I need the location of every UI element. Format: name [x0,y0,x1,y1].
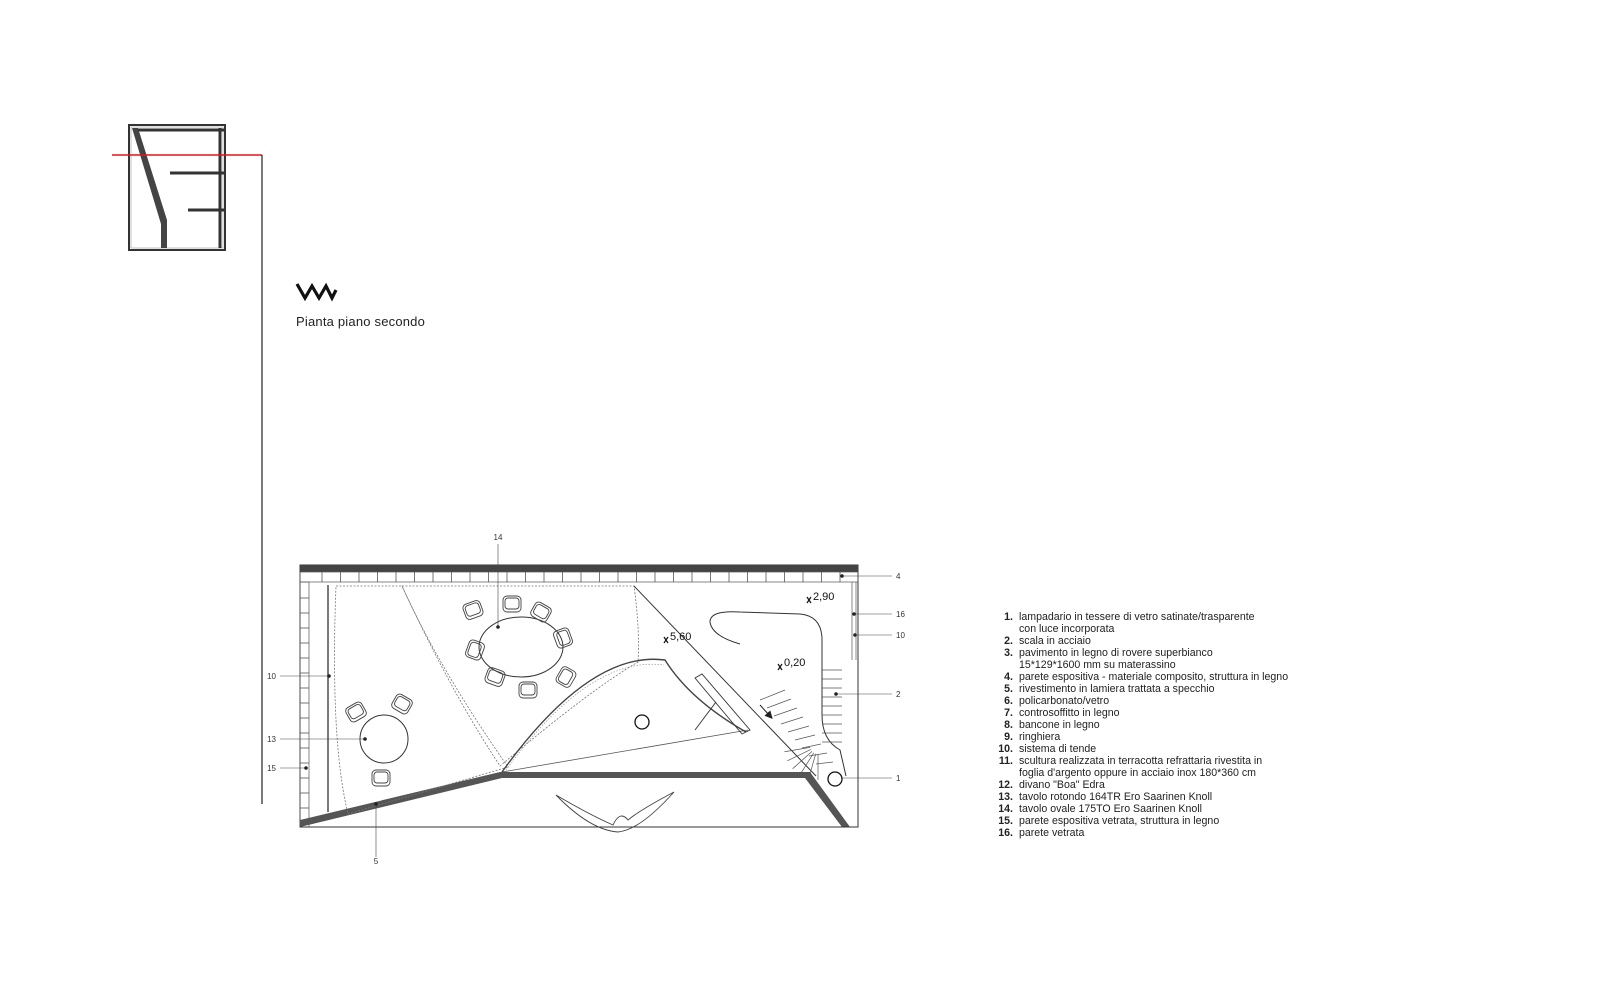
legend-number: 15. [998,815,1013,827]
legend-item [996,803,1316,815]
plan-label: 2 [896,690,901,699]
legend-item [996,647,1316,671]
legend-text: policarbonato/vetro [1019,695,1110,707]
legend-text: scultura realizzata in terracotta refrattaria rivestita in foglia d'argento oppure in acciaio inox 180*360 cm [1019,755,1263,779]
legend-number: 13. [998,791,1013,803]
chair [344,701,368,724]
chair [519,682,537,698]
legend-item [996,779,1316,791]
chair [503,596,521,612]
legend-item [996,719,1316,731]
legend-text: lampadario in tessere di vetro satinate/trasparente con luce incorporata [1019,611,1255,635]
plan-label: 5 [373,857,379,866]
level-value: 2,90 [813,591,835,603]
legend-number: 14. [998,803,1013,815]
legend-text: ringhiera [1019,731,1061,743]
legend-text: pavimento in legno di rovere superbianco 15*129*1600 mm su materassino [1019,647,1213,671]
level-marker [807,591,834,603]
chair [555,665,578,689]
oval-table [479,617,563,677]
legend-item [996,755,1316,779]
legend-item [996,743,1316,755]
plan-label: 15 [267,764,276,773]
wave-logo-icon [296,282,338,302]
key-plan-diagram [112,120,272,820]
level-marker [778,657,805,670]
legend [996,611,1316,839]
legend-number: 10. [998,743,1013,755]
legend-text: rivestimento in lamiera trattata a specchio [1019,683,1215,695]
legend-item [996,635,1316,647]
legend-text: tavolo ovale 175TO Ero Saarinen Knoll [1019,803,1202,815]
plan-label: 13 [267,735,276,744]
chair [390,693,414,716]
legend-number: 6. [1004,695,1013,707]
level-value: 0,20 [784,657,806,669]
drawing-caption: Pianta piano secondo [296,314,426,329]
legend-number: 5. [1004,683,1013,695]
level-marker [664,631,691,643]
legend-text: tavolo rotondo 164TR Ero Saarinen Knoll [1019,791,1213,803]
plan-label: 10 [267,672,276,681]
legend-item [996,815,1316,827]
legend-number: 9. [1004,731,1013,743]
legend-number: 4. [1004,671,1013,683]
plan-label: 1 [896,774,901,783]
legend-text: parete espositiva vetrata, struttura in legno [1019,815,1220,827]
legend-number: 1. [1004,611,1013,623]
legend-number: 2. [1004,635,1013,647]
plan-label: 14 [493,533,503,542]
level-value: 5,60 [670,631,692,643]
legend-text: sistema di tende [1019,743,1097,755]
round-table [360,715,408,763]
legend-text: divano "Boa" Edra [1019,779,1105,791]
legend-number: 16. [998,827,1013,839]
legend-number: 11. [998,755,1013,767]
legend-text: bancone in legno [1019,719,1100,731]
legend-item [996,731,1316,743]
legend-number: 8. [1004,719,1013,731]
plan-label: 10 [896,631,905,640]
chandelier-mark [828,772,842,786]
legend-text: scala in acciaio [1019,635,1091,647]
legend-item [996,611,1316,635]
legend-item [996,683,1316,695]
legend-text: parete vetrata [1019,827,1085,839]
plan-label: 4 [896,572,901,581]
legend-number: 7. [1004,707,1013,719]
chandelier-mark [635,715,649,729]
legend-item [996,695,1316,707]
legend-number: 3. [1004,647,1013,659]
chair [372,770,390,786]
legend-text: controsoffitto in legno [1019,707,1120,719]
legend-item [996,827,1316,839]
legend-item [996,791,1316,803]
floor-plan [267,533,950,880]
plan-label: 16 [896,610,905,619]
legend-item [996,671,1316,683]
legend-number: 12. [998,779,1013,791]
chair [464,639,485,661]
legend-item [996,707,1316,719]
chair [484,666,506,687]
chair [462,599,484,620]
legend-text: parete espositiva - materiale composito, struttura in legno [1019,671,1289,683]
